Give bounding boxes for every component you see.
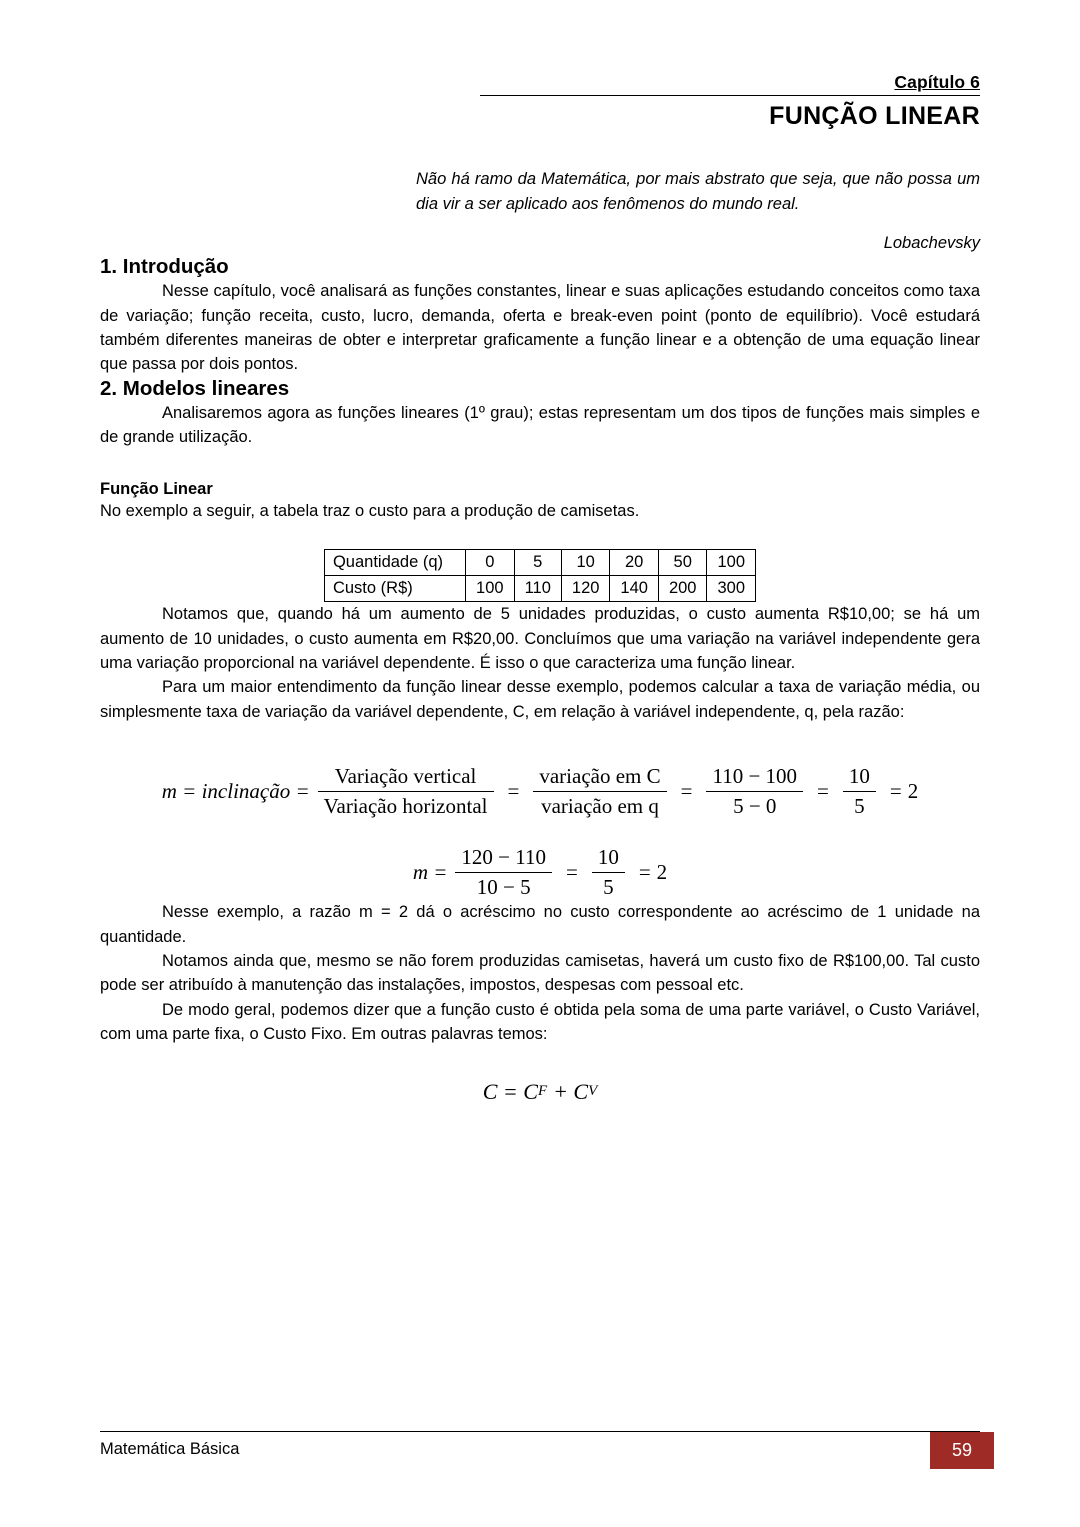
fraction-numerator: 110 − 100 — [706, 764, 803, 792]
subheading-funcao-linear: Função Linear — [100, 479, 213, 498]
fraction-denominator: variação em q — [541, 794, 659, 819]
fraction-denominator: Variação horizontal — [323, 794, 488, 819]
epigraph-author: Lobachevsky — [883, 233, 980, 252]
fraction-numerator: 10 — [592, 845, 625, 873]
fraction-denominator: 5 − 0 — [733, 794, 777, 819]
fraction-110-100-over-5-0 — [706, 764, 803, 819]
page-number: 59 — [930, 1432, 994, 1469]
paragraph-notamos: Notamos que, quando há um aumento de 5 unidades produzidas, o custo aumenta R$10,00; se há um aumento de 10 unidades, o custo aumenta em R$20,00. Concluímos que uma variação na variável independente gera uma variação proporcional na variável dependente. É isso o que caracteriza uma função linear. — [100, 605, 980, 672]
equation-subscript-f: F — [537, 1083, 548, 1100]
table-cell: 110 — [514, 576, 561, 602]
fraction-numerator: Variação vertical — [318, 764, 494, 792]
table-row — [324, 550, 755, 576]
fraction-variacao-c-q — [533, 764, 666, 819]
fraction-numerator: variação em C — [533, 764, 666, 792]
equals-sign: = — [507, 779, 520, 804]
paragraph-razao: Nesse exemplo, a razão m = 2 dá o acréscimo no custo correspondente ao acréscimo de 1 unidade na quantidade. — [100, 903, 980, 946]
section-heading-modelos-lineares: 2. Modelos lineares — [100, 376, 290, 400]
paragraph-introducao: Nesse capítulo, você analisará as funções constantes, linear e suas aplicações estudando conceitos como taxa de variação; função receita, custo, lucro, demanda, oferta e break-even point (ponto de equilíbrio). Você estudará também diferentes maneiras de obter e interpretar graficamente a função linear e a obtenção de uma equação linear que passa por dois pontos. — [100, 282, 980, 374]
table-cell: 20 — [610, 550, 659, 576]
table-cell: 0 — [466, 550, 515, 576]
equation-custo-plus: + C — [553, 1078, 589, 1104]
fraction-variacao-vertical-horizontal — [318, 764, 494, 819]
table-row-header: Quantidade (q) — [324, 550, 465, 576]
equals-sign: = — [565, 860, 578, 885]
table-cell: 100 — [707, 550, 756, 576]
fraction-denominator: 10 − 5 — [476, 875, 531, 900]
equals-sign: = — [889, 779, 902, 804]
paragraph-modelos-lineares: Analisaremos agora as funções lineares (1º grau); estas representam um dos tipos de funções mais simples e de grande utilização. — [100, 403, 980, 447]
paragraph-taxa-variacao: Para um maior entendimento da função linear desse exemplo, podemos calcular a taxa de variação média, ou simplesmente taxa de variação da variável dependente, C, em relação à variável independente, q, pela razão: — [100, 678, 980, 721]
fraction-denominator: 5 — [854, 794, 865, 819]
footer-left-text: Matemática Básica — [100, 1440, 240, 1458]
fraction-numerator: 120 − 110 — [455, 845, 552, 873]
fraction-120-110-over-10-5 — [455, 845, 552, 900]
chapter-label-wrap — [480, 72, 980, 93]
table-cell: 100 — [466, 576, 515, 602]
equation-inclinacao — [100, 764, 980, 819]
table-cell: 5 — [514, 550, 561, 576]
paragraph-intro-tabela: No exemplo a seguir, a tabela traz o custo para a produção de camisetas. — [100, 501, 640, 520]
chapter-label: Capítulo 6 — [894, 72, 980, 92]
equation-custo-lhs: C = C — [482, 1078, 538, 1104]
equation-result: 2 — [907, 779, 919, 804]
paragraph-custo-fixo: Notamos ainda que, mesmo se não forem produzidas camisetas, haverá um custo fixo de R$100,00. Tal custo pode ser atribuído à manutenção das instalações, impostos, despesas com pessoal etc. — [100, 951, 980, 995]
table-row — [324, 576, 755, 602]
epigraph-block — [416, 167, 980, 255]
section-heading-introducao: 1. Introdução — [100, 255, 229, 279]
equation-custo-total — [100, 1079, 980, 1105]
equation-lhs: m = inclinação = — [161, 779, 310, 804]
table-cell: 140 — [610, 576, 659, 602]
table-cell: 10 — [561, 550, 610, 576]
cost-table — [324, 549, 756, 602]
fraction-numerator: 10 — [843, 764, 876, 792]
cost-table-wrap — [100, 549, 980, 602]
equals-sign: = — [817, 779, 829, 804]
page-footer — [100, 1431, 980, 1469]
equation-lhs: m = — [412, 860, 448, 885]
equals-sign: = — [638, 860, 651, 885]
equation-subscript-v: V — [588, 1083, 598, 1100]
chapter-header — [480, 72, 980, 131]
equals-sign: = — [680, 779, 693, 804]
table-cell: 200 — [658, 576, 707, 602]
fraction-10-over-5 — [592, 845, 625, 900]
fraction-denominator: 5 — [603, 875, 614, 900]
table-cell: 120 — [561, 576, 610, 602]
equation-result: 2 — [656, 860, 668, 885]
fraction-10-over-5 — [843, 764, 876, 819]
table-row-header: Custo (R$) — [324, 576, 465, 602]
epigraph-text: Não há ramo da Matemática, por mais abstrato que seja, que não possa um dia vir a ser aplicado aos fenômenos do mundo real. — [416, 170, 980, 213]
equation-inclinacao-segunda — [100, 845, 980, 900]
table-cell: 300 — [707, 576, 756, 602]
paragraph-modo-geral: De modo geral, podemos dizer que a função custo é obtida pela soma de uma parte variável, o Custo Variável, com uma parte fixa, o Custo Fixo. Em outras palavras temos: — [100, 1000, 980, 1044]
chapter-title: FUNÇÃO LINEAR — [769, 102, 980, 130]
table-cell: 50 — [658, 550, 707, 576]
header-rule — [480, 95, 980, 96]
